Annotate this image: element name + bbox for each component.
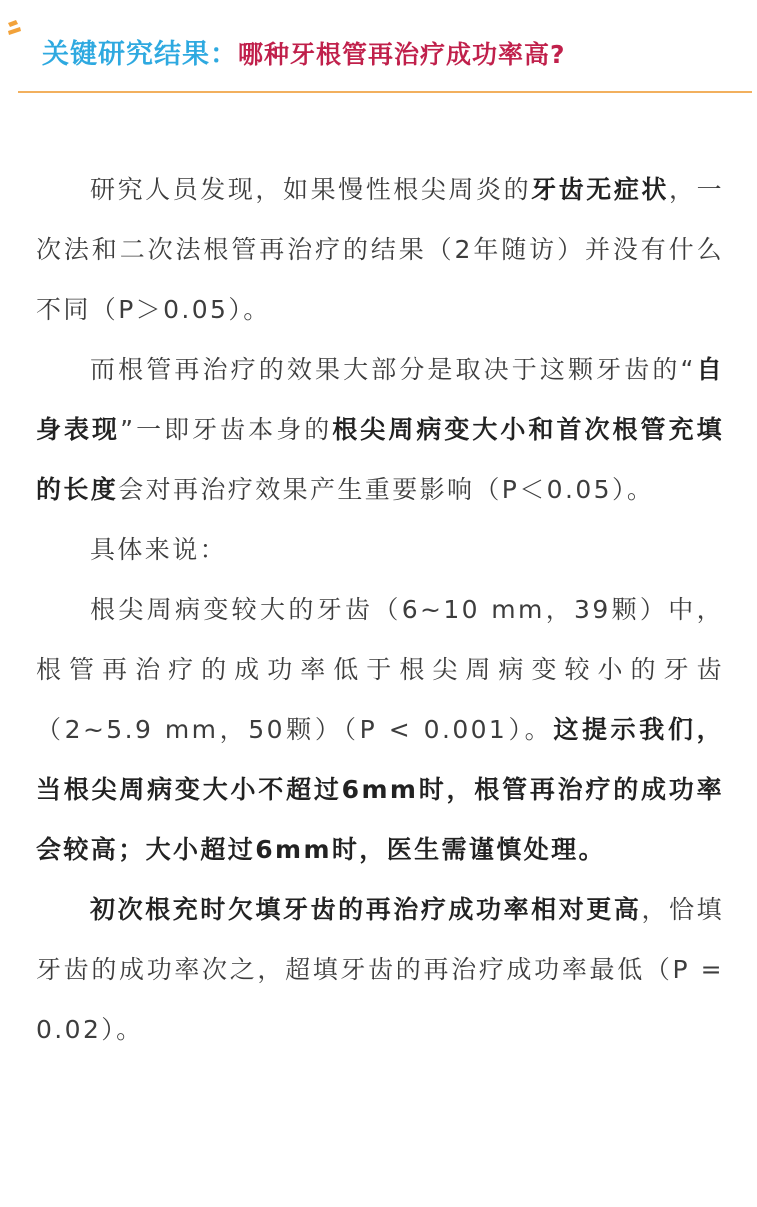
p5-text-1: ，恰填牙齿的成功率次之，超填牙齿的再治疗成功率最低（P = 0.02）。 (36, 895, 724, 1044)
p2-bold-1: 自身表现 (36, 355, 724, 444)
section-header (0, 0, 757, 94)
p2-text-1: 而根管再治疗的效果大部分是取决于这颗牙齿的“ (90, 355, 696, 384)
p2-bold-2: 根尖周病变大小和首次根管充填的长度 (36, 415, 725, 504)
p2-text-3: 会对再治疗效果产生重要影响（P＜0.05）。 (118, 475, 655, 504)
orange-stripe-mark-icon (6, 18, 28, 40)
p3-text-1: 具体来说： (90, 535, 228, 564)
p2-text-2: ”一即牙齿本身的 (120, 415, 333, 444)
title-question: 哪种牙根管再治疗成功率高? (238, 40, 566, 69)
p5-bold-1: 初次根充时欠填牙齿的再治疗成功率相对更高 (90, 895, 642, 924)
article-body (36, 160, 724, 1060)
paragraph-5 (36, 880, 724, 1060)
paragraph-1 (36, 160, 724, 340)
p1-bold-1: 牙齿无症状 (531, 175, 669, 204)
paragraph-2 (36, 340, 724, 520)
section-title (42, 32, 566, 71)
p4-text-1: 根尖周病变较大的牙齿（6~10 mm，39颗）中，根管再治疗的成功率低于根尖周病变较小的牙齿（2~5.9 mm，50颗）（P < 0.001）。 (36, 595, 724, 744)
p1-text-1: 研究人员发现，如果慢性根尖周炎的 (90, 175, 532, 204)
p4-bold-1: 这提示我们，当根尖周病变大小不超过6mm时，根管再治疗的成功率会较高；大小超过6mm时，医生需谨慎处理。 (36, 715, 724, 864)
header-divider (18, 91, 752, 93)
paragraph-4 (36, 580, 724, 880)
p1-text-2: ，一次法和二次法根管再治疗的结果（2年随访）并没有什么不同（P＞0.05）。 (36, 175, 724, 324)
paragraph-3 (36, 520, 724, 580)
title-key-label: 关键研究结果： (42, 39, 238, 70)
